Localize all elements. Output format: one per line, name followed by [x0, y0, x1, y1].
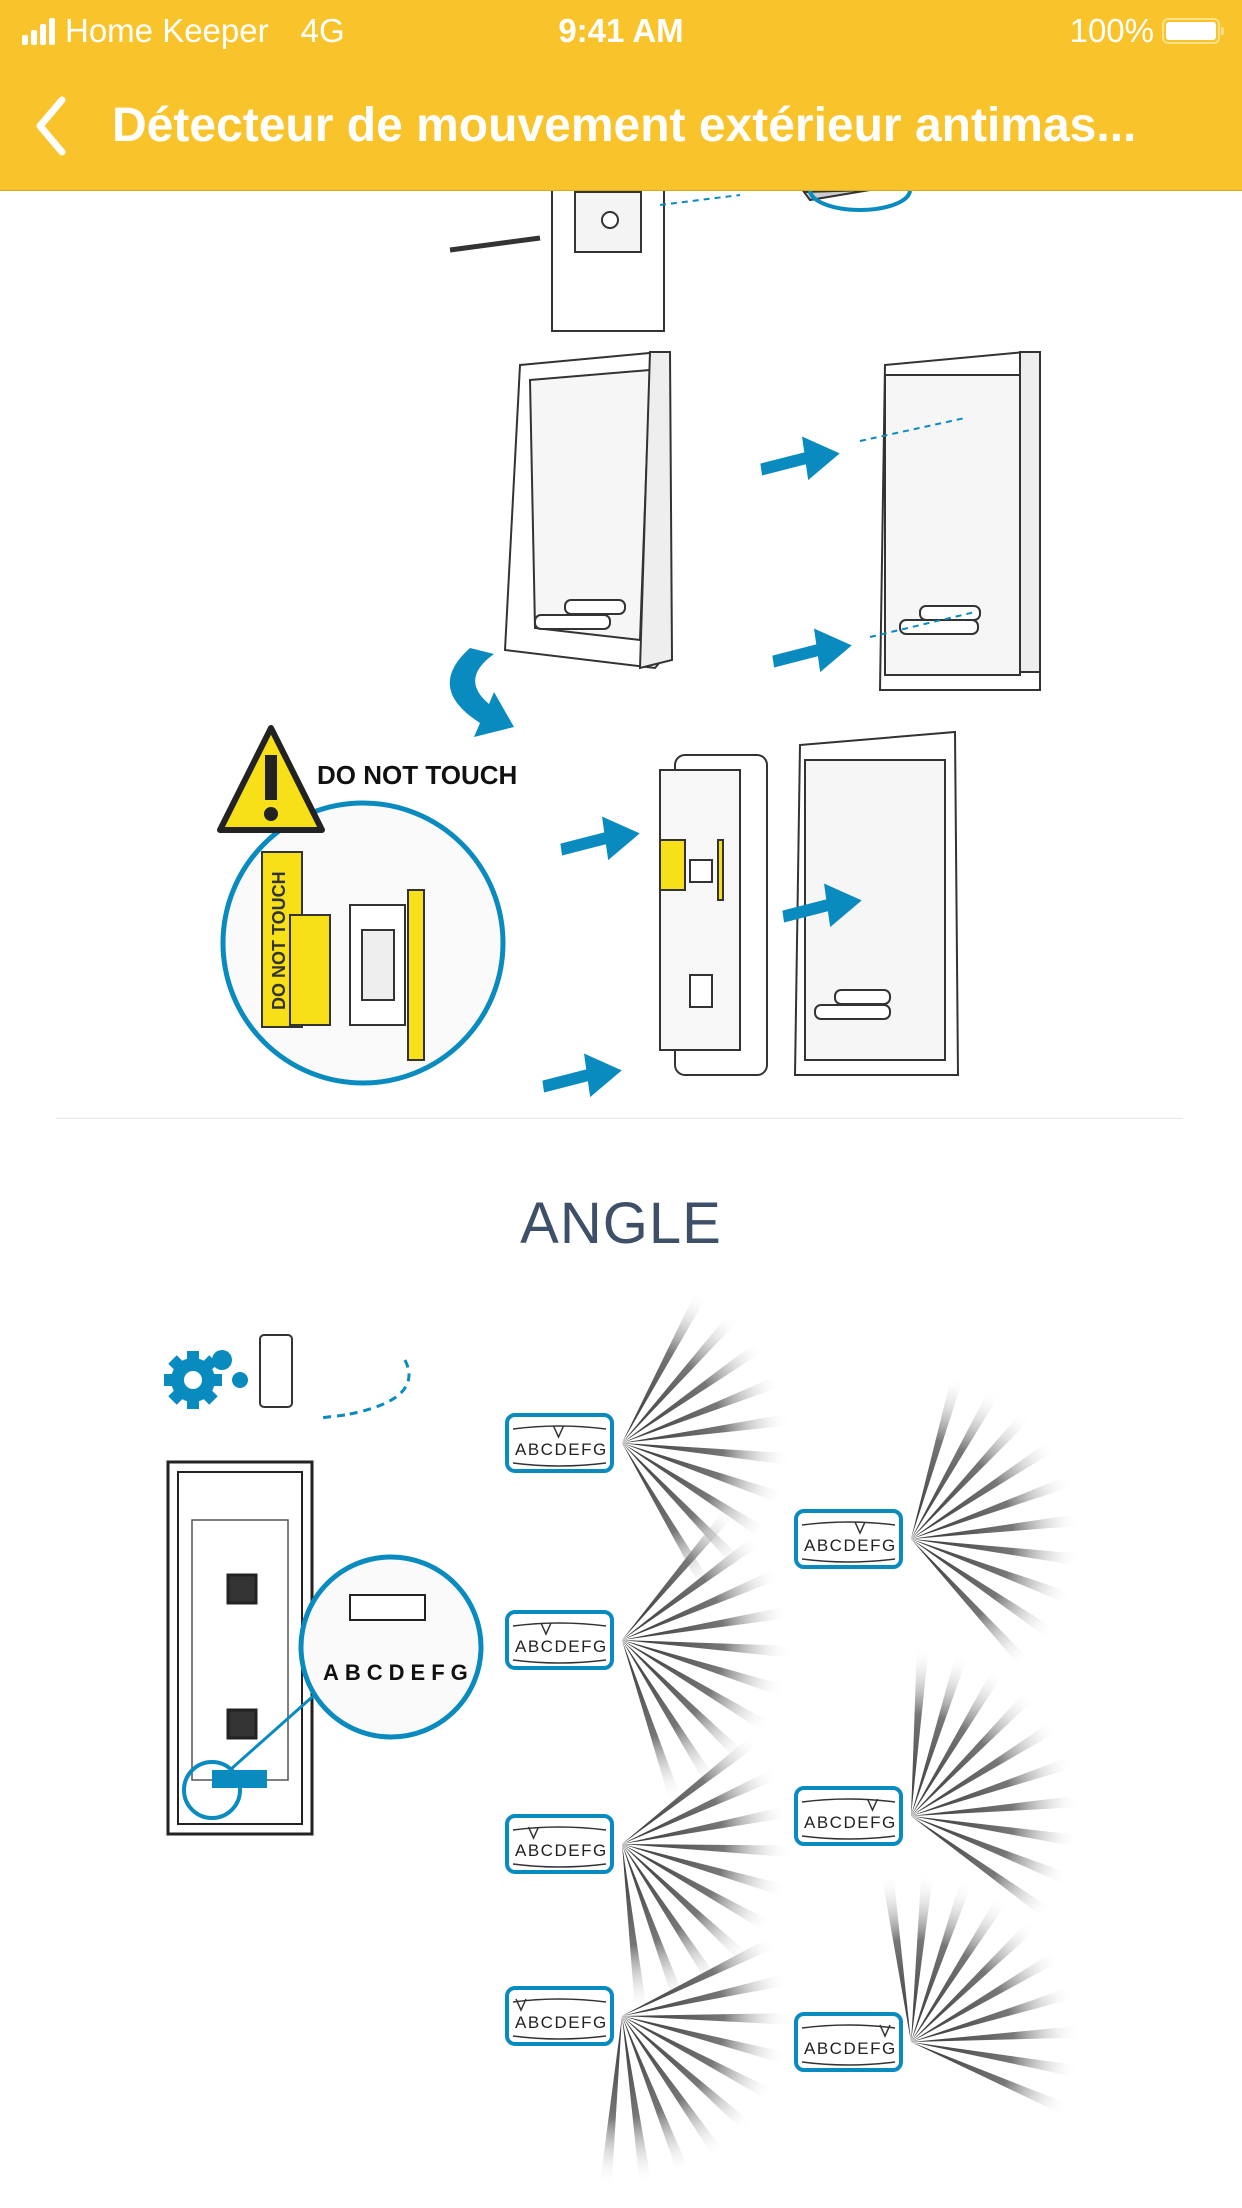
clock: 9:41 AM: [558, 12, 684, 49]
detection-ray: [622, 1844, 773, 1933]
detection-fan: [622, 1506, 792, 1803]
mounting-bracket: [450, 170, 910, 331]
detector-panel: [168, 1462, 481, 1834]
angle-setting: [507, 1936, 792, 2186]
scale-letters: ABCDEFG: [515, 1637, 608, 1656]
detection-ray: [911, 1872, 933, 2042]
housing-open: [505, 352, 672, 668]
gears-icon: [164, 1350, 248, 1409]
navigation-header: [0, 0, 1242, 191]
angle-setting: [507, 1735, 792, 2014]
detection-ray: [911, 2042, 1069, 2115]
page-title: Détecteur de mouvement extérieur antimas...: [112, 99, 1137, 152]
detection-fan: [600, 1936, 792, 2186]
status-bar: [0, 10, 1242, 54]
detection-fan: [622, 1290, 792, 1592]
do-not-touch-magnifier: [223, 803, 503, 1083]
section-title-angle: ANGLE: [520, 1191, 722, 1256]
detection-fan: [911, 1646, 1081, 1919]
detector-front: [660, 755, 767, 1075]
detection-ray: [622, 1640, 771, 1733]
angle-setting: [507, 1506, 792, 1803]
detection-ray: [622, 1413, 791, 1443]
battery-icon: [1162, 18, 1220, 44]
rotate-arrow-icon: [450, 648, 514, 737]
small-detector-icon: [260, 1335, 409, 1418]
dial-letters: ABCDEFG: [323, 1660, 474, 1685]
detection-ray: [911, 1667, 1004, 1816]
detection-ray: [622, 1443, 792, 1465]
warning-label: DO NOT TOUCH: [317, 760, 518, 790]
scale-letters: ABCDEFG: [804, 1536, 897, 1555]
scale-letters: ABCDEFG: [515, 2013, 608, 2032]
section-divider: [56, 1118, 1183, 1119]
detection-ray: [622, 1936, 777, 2016]
detection-ray: [911, 1388, 1000, 1539]
detection-ray: [622, 1443, 713, 1592]
scale-letters: ABCDEFG: [804, 2039, 897, 2058]
scale-letters: ABCDEFG: [515, 1841, 608, 1860]
detection-ray: [622, 1640, 717, 1787]
detection-ray: [911, 1795, 1081, 1816]
angle-setting: [796, 1646, 1081, 1919]
battery-percent: 100%: [1069, 12, 1154, 49]
chevron-left-icon: [30, 94, 90, 158]
housing-closed: [860, 352, 1040, 690]
angle-setting: [796, 1374, 1080, 1668]
detection-ray: [911, 1816, 1080, 1847]
svg-text:DO NOT TOUCH: DO NOT TOUCH: [269, 871, 289, 1010]
detection-fan: [911, 1374, 1080, 1668]
network-type: 4G: [300, 12, 345, 49]
detection-ray: [911, 1951, 1060, 2042]
detection-ray: [911, 1539, 1080, 1566]
back-button[interactable]: [30, 94, 90, 158]
detection-ray: [622, 1844, 647, 2013]
detection-ray: [911, 1514, 1080, 1539]
warning-icon: [220, 728, 322, 830]
carrier-name: Home Keeper: [65, 12, 269, 49]
angle-figure: [164, 1290, 1081, 2185]
detection-ray: [911, 2042, 1079, 2077]
installation-figure: [220, 170, 1040, 1103]
scale-letters: ABCDEFG: [515, 1440, 608, 1459]
detection-ray: [622, 2016, 652, 2185]
scale-letters: ABCDEFG: [804, 1813, 897, 1832]
